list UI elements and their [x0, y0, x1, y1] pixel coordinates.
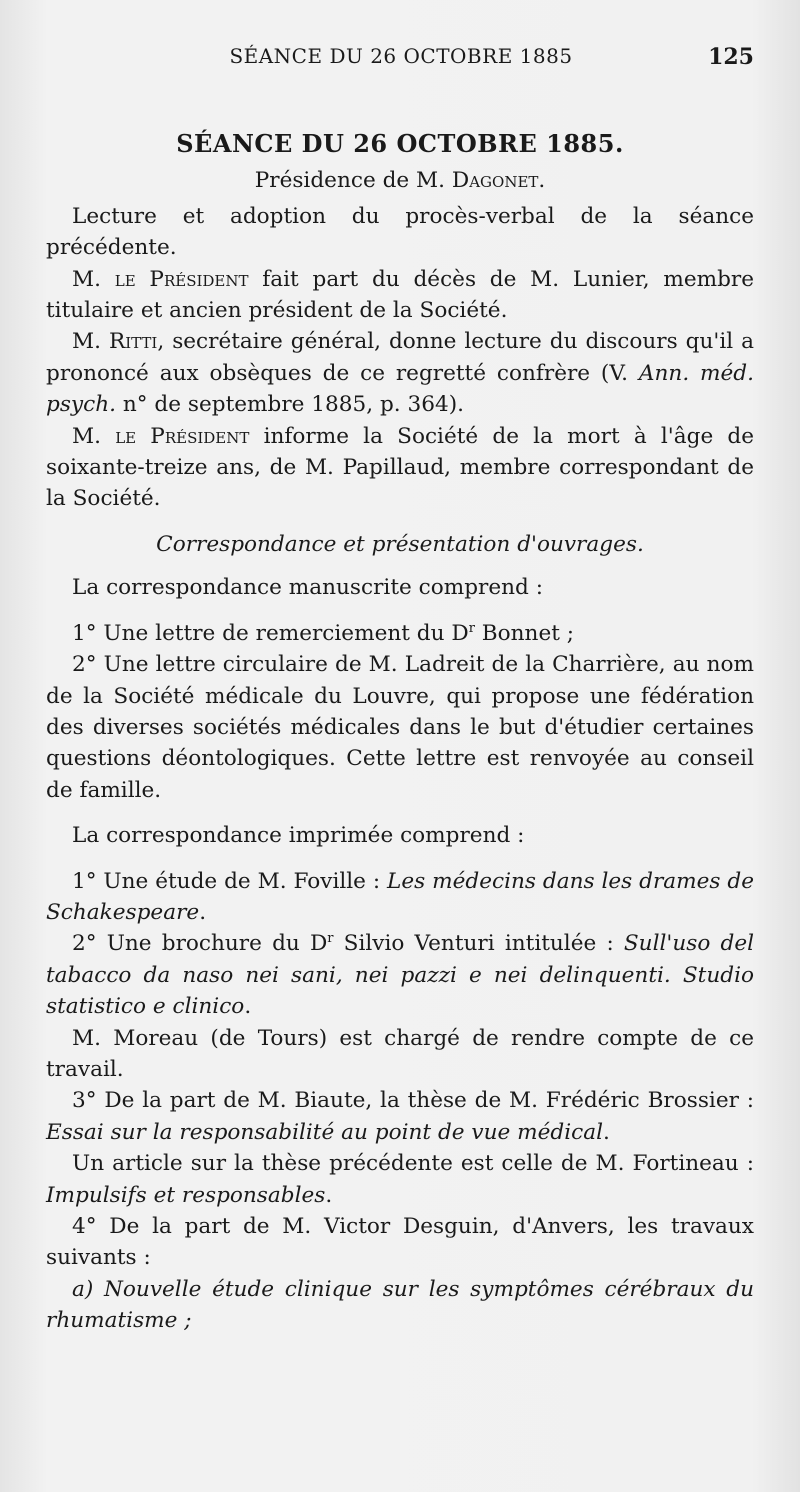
pr1-end: .	[199, 899, 207, 925]
pr2-sup: r	[327, 931, 334, 947]
pr2-title: Sull'uso del tabacco da naso nei sani, nei pazzi e nei delinquenti. Studio statistico e clinico	[46, 931, 755, 1020]
m1-text1: Une lettre de remerciement du D	[96, 620, 469, 646]
pr4a-label: a)	[72, 1276, 94, 1302]
pr3-end: .	[603, 1119, 610, 1145]
pr4a-title: Nouvelle étude clinique sur les symptômes cérébraux du rhumatisme ;	[46, 1276, 754, 1334]
paragraph-fortineau	[46, 1148, 754, 1211]
body-text	[46, 128, 754, 1337]
manuscript-item-2: 2° Une lettre circulaire de M. Ladreit de la Charrière, au nom de la Société médicale du Louvre, qui propose une fédération des diverses sociétés médicales dans le but d'étudier certaines questions déontologiques. Cette lettre est renvoyée au conseil de famille.	[46, 652, 754, 803]
pr3-title: Essai sur la responsabilité au point de vue médical	[46, 1119, 604, 1145]
running-head-title: SÉANCE DU 26 OCTOBRE 1885	[229, 44, 573, 68]
p4-prefix: M.	[72, 423, 116, 449]
p3-journal: Ann. méd. psych.	[46, 360, 754, 418]
session-heading: SÉANCE DU 26 OCTOBRE 1885.	[176, 129, 624, 158]
paragraph-ritti	[46, 326, 754, 420]
presidency-prefix: Présidence de M.	[254, 168, 452, 194]
paragraph-lunier	[46, 264, 754, 327]
manuscript-item-1	[46, 618, 754, 649]
m1-text2: Bonnet ;	[474, 620, 575, 646]
printed-item-2	[46, 928, 754, 1022]
p3-prefix: M.	[72, 329, 109, 355]
m1-num: 1°	[72, 620, 97, 646]
president-name: Dagonet	[451, 168, 539, 194]
p4-text: informe la Société de la mort à l'âge de soixante-treize ans, de M. Papillaud, membre correspondant de la Société.	[46, 423, 755, 512]
p3-text1: , secrétaire général, donne lecture du discours qu'il a prononcé aux obsèques de ce regretté confrère (V.	[46, 329, 754, 386]
paragraph-minutes: Lecture et adoption du procès-verbal de la séance précédente.	[46, 203, 754, 261]
p2-text: fait part du décès de M. Lunier, membre titulaire et ancien président de la Société.	[46, 266, 754, 324]
pr2-text2: Silvio Venturi intitulée :	[333, 931, 624, 957]
m1-sup: r	[468, 620, 475, 636]
presidency-line	[46, 165, 754, 196]
pr2-text1: 2° Une brochure du D	[72, 931, 328, 957]
art-title: Impulsifs et responsables	[46, 1182, 326, 1208]
p2-president: le Président	[114, 266, 249, 292]
pr2-end: .	[244, 994, 252, 1020]
printed-item-1	[46, 866, 754, 929]
art-end: .	[325, 1182, 333, 1208]
p4-president: le Président	[115, 423, 250, 449]
presidency-suffix: .	[538, 168, 546, 194]
paragraph-papillaud	[46, 421, 754, 515]
paragraph-moreau: M. Moreau (de Tours) est chargé de rendre compte de ce travail.	[46, 1025, 754, 1082]
pr1-text: 1° Une étude de M. Foville :	[72, 868, 388, 894]
pr1-title: Les médecins dans les drames de Schakespeare	[46, 868, 755, 925]
p3-name: Ritti	[108, 329, 158, 355]
manuscript-intro: La correspondance manuscrite comprend :	[72, 575, 544, 601]
art-text: Un article sur la thèse précédente est celle de M. Fortineau :	[72, 1151, 754, 1177]
printed-intro: La correspondance imprimée comprend :	[72, 823, 525, 849]
p3-text2: n° de septembre 1885, p. 364).	[115, 392, 465, 418]
section-heading: Correspondance et présentation d'ouvrages.	[156, 531, 644, 557]
printed-item-4a	[46, 1274, 754, 1337]
printed-item-3	[46, 1085, 754, 1148]
running-head	[48, 44, 754, 74]
pr3-text: 3° De la part de M. Biaute, la thèse de M. Frédéric Brossier :	[72, 1088, 754, 1114]
p2-prefix: M.	[72, 266, 115, 292]
page-number: 125	[708, 44, 754, 70]
printed-item-4: 4° De la part de M. Victor Desguin, d'Anvers, les travaux suivants :	[46, 1214, 754, 1271]
